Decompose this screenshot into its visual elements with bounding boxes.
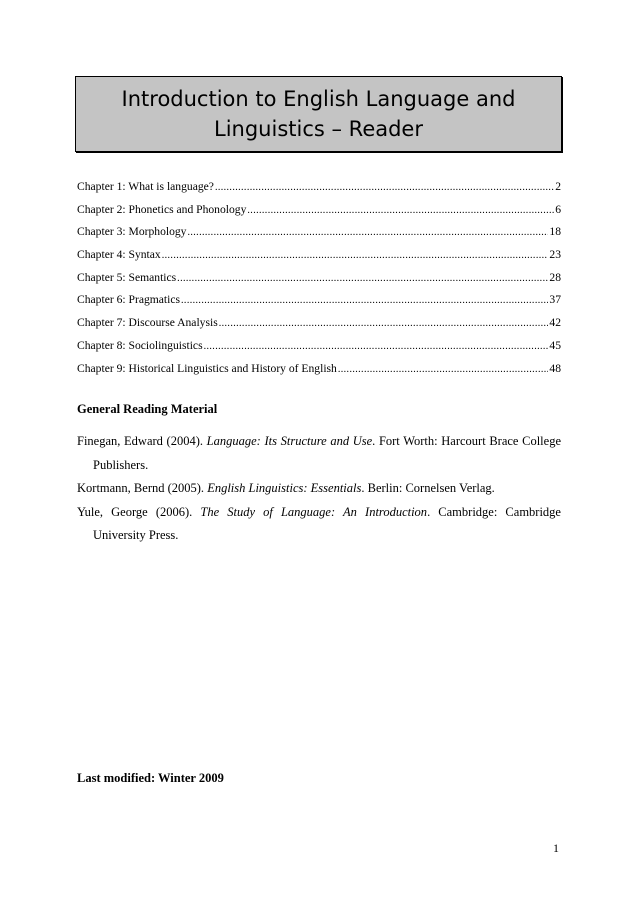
- reference-title: The Study of Language: An Introduction: [200, 504, 428, 519]
- toc-entry-5[interactable]: [77, 271, 561, 294]
- reference-author: Yule, George (2006).: [77, 504, 201, 519]
- reference-author: Kortmann, Bernd (2005).: [77, 481, 208, 495]
- reference-list: [77, 430, 561, 548]
- reference-item: [77, 501, 561, 548]
- toc-entry-label: Chapter 5: Semantics: [77, 270, 177, 284]
- reference-title: English Linguistics: Essentials: [207, 481, 362, 495]
- toc-entry-page: 42: [549, 316, 561, 330]
- toc-entry-page: 6: [555, 202, 561, 216]
- toc-dot-leader: [204, 341, 549, 352]
- toc-entry-label: Chapter 7: Discourse Analysis: [77, 316, 218, 330]
- toc-entry-4[interactable]: [77, 248, 561, 271]
- toc-entry-page: 18: [549, 225, 561, 239]
- reference-item: [77, 430, 561, 477]
- toc-entry-page: 37: [549, 293, 561, 307]
- toc-entry-7[interactable]: [77, 316, 561, 339]
- toc-dot-leader: [181, 295, 548, 306]
- reference-title: Language: Its Structure and Use: [206, 434, 373, 448]
- toc-entry-1[interactable]: [77, 180, 561, 203]
- toc-dot-leader: [219, 318, 549, 329]
- page-number: 1: [553, 841, 559, 855]
- toc-entry-label: Chapter 1: What is language?: [77, 180, 214, 193]
- toc-entry-label: Chapter 9: Historical Linguistics and History of English: [77, 361, 337, 375]
- toc-entry-label: Chapter 2: Phonetics and Phonology: [77, 202, 247, 216]
- title-box: [75, 76, 562, 152]
- toc-dot-leader: [187, 227, 548, 238]
- toc-dot-leader: [338, 364, 549, 375]
- reading-heading: General Reading Material: [77, 402, 218, 416]
- toc-entry-label: Chapter 6: Pragmatics: [77, 293, 181, 307]
- toc-entry-3[interactable]: [77, 225, 561, 248]
- toc-entry-9[interactable]: [77, 362, 561, 385]
- toc-entry-page: 48: [549, 361, 561, 375]
- toc-entry-2[interactable]: [77, 203, 561, 226]
- toc-entry-6[interactable]: [77, 293, 561, 316]
- toc-entry-page: 2: [555, 180, 561, 193]
- toc-entry-8[interactable]: [77, 339, 561, 362]
- last-modified: Last modified: Winter 2009: [77, 771, 224, 785]
- toc-dot-leader: [177, 273, 548, 284]
- title-line-2: Linguistics – Reader: [214, 117, 423, 141]
- toc-entry-page: 23: [549, 248, 561, 262]
- reference-publisher: . Berlin: Cornelsen Verlag.: [361, 481, 495, 495]
- table-of-contents: [77, 180, 561, 384]
- toc-entry-label: Chapter 3: Morphology: [77, 225, 187, 239]
- reference-publisher: . Fort Worth: Harcourt Brace College Publishers.: [93, 434, 561, 472]
- toc-dot-leader: [162, 250, 549, 261]
- toc-entry-page: 45: [549, 338, 561, 352]
- toc-dot-leader: [215, 182, 554, 193]
- toc-dot-leader: [247, 205, 554, 216]
- toc-entry-label: Chapter 4: Syntax: [77, 248, 161, 262]
- reference-publisher: . Cambridge: Cambridge University Press.: [93, 504, 561, 542]
- toc-entry-label: Chapter 8: Sociolinguistics: [77, 338, 203, 352]
- toc-entry-page: 28: [549, 270, 561, 284]
- title-line-1: Introduction to English Language and: [121, 87, 516, 111]
- reference-item: [77, 477, 561, 501]
- reference-author: Finegan, Edward (2004).: [77, 434, 207, 448]
